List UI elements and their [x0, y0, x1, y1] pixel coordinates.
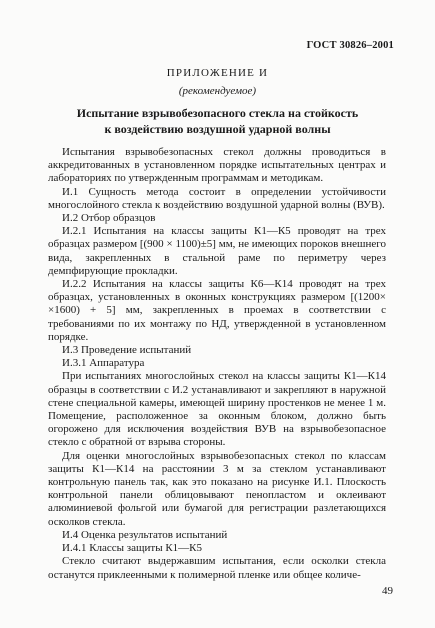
paragraph-heading: И.3.1 Аппаратура — [62, 357, 145, 370]
section-title-line-1: Испытание взрывобезопасного стекла на стойкость — [76, 106, 359, 120]
paragraph-heading: И.4 Оценка результатов испытаний — [62, 528, 228, 541]
document-header: ГОСТ 30826–2001 — [306, 40, 394, 51]
section-title — [40, 105, 395, 137]
document-body — [48, 146, 386, 582]
paragraph-heading: И.4.1 Классы защиты К1—К5 — [62, 542, 203, 555]
paragraph: Для оценки многослойных взрывобезопасных стекол по классам защиты К1—К14 на расстоянии 3 м за стеклом устанавливают контрольную панель так, как это показано на рисунке И.1. Плоскость контрольной панели облицовывают пенопластом и оклеивают алюминиевой фольгой или бумагой для регистрации разлетающихся осколков стекла. — [48, 449, 386, 528]
section-title-line-2: к воздействию воздушной ударной волны — [104, 122, 331, 136]
appendix-label: ПРИЛОЖЕНИЕ И — [166, 67, 269, 79]
paragraph: При испытаниях многослойных стекол на классы защиты К1—К14 образцы в соответствии с И.2 устанавливают и закрепляют в наружной стене специальной камеры, имеющей ширину простенков не менее 1 м. Помещение, расположенное за оконным блоком, должно быть огорожено для исключения воздействия ВУВ на взрывобезопасное стекло с обратной от взрыва стороны. — [48, 370, 386, 449]
page-number: 49 — [382, 585, 393, 597]
paragraph: И.2.2 Испытания на классы защиты К6—К14 проводят на трех образцах, установленных в оконных конструкциях размером [(1200× ×1600) + 5] мм, закрепленных в проемах в соответствии с требованиями по их монтажу по НД, утвержденной в установленном порядке. — [48, 278, 386, 343]
paragraph: Стекло считают выдержавшим испытания, если осколки стекла останутся приклеенными к полимерной пленке или общее количе- — [48, 555, 386, 581]
paragraph: И.1 Сущность метода состоит в определении устойчивости многослойного стекла к воздействию воздушной ударной волны (ВУВ). — [48, 185, 386, 211]
appendix-status: (рекомендуемое) — [178, 85, 257, 97]
paragraph-heading: И.2 Отбор образцов — [62, 212, 156, 225]
paragraph: И.2.1 Испытания на классы защиты К1—К5 проводят на трех образцах размером [(900 × 1100)±5] мм, не имеющих пороков внешнего вида, закрепленных в стальной раме по периметру через демпфирующие прокладки. — [48, 225, 386, 277]
paragraph: Испытания взрывобезопасных стекол должны проводиться в аккредитованных в установленном порядке испытательных центрах и лабораториях по утвержденным программам и методикам. — [48, 146, 386, 185]
paragraph-heading: И.3 Проведение испытаний — [62, 344, 192, 357]
